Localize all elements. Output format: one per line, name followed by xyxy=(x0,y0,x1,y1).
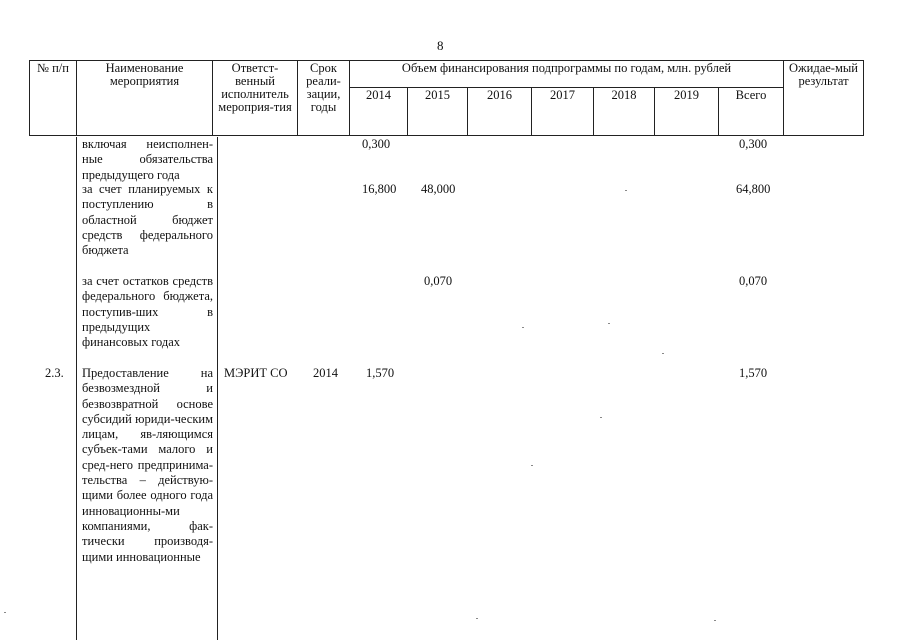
header-term: Срок реали-зации, годы xyxy=(298,61,350,136)
header-funding: Объем финансирования подпрограммы по годам, млн. рублей xyxy=(350,61,784,88)
value-total: 0,070 xyxy=(739,274,768,288)
value-total: 0,300 xyxy=(739,137,768,151)
column-divider xyxy=(76,137,77,640)
value-2014: 0,300 xyxy=(362,137,391,151)
value-total: 1,570 xyxy=(739,366,768,380)
header-no: № п/п xyxy=(30,61,77,136)
header-year-2015: 2015 xyxy=(408,87,468,135)
value-2014: 16,800 xyxy=(362,182,397,196)
row-term: 2014 xyxy=(313,366,338,380)
header-year-2019: 2019 xyxy=(655,87,719,135)
scan-speck xyxy=(600,417,602,418)
row-name: за счет остатков средств федерального бюджета, поступив-ших в предыдущих финансовых годах xyxy=(82,274,213,350)
header-executor: Ответст-венный исполнитель мероприя-тия xyxy=(213,61,298,136)
scan-speck xyxy=(531,465,533,466)
header-year-total: Всего xyxy=(719,87,784,135)
scan-speck xyxy=(4,612,6,613)
header-year-2016: 2016 xyxy=(468,87,532,135)
scan-speck xyxy=(608,323,610,324)
value-total: 64,800 xyxy=(736,182,771,196)
scan-speck xyxy=(522,327,524,328)
header-year-2018: 2018 xyxy=(594,87,655,135)
row-number: 2.3. xyxy=(45,366,64,380)
row-executor: МЭРИТ СО xyxy=(224,366,288,380)
column-divider xyxy=(217,137,218,640)
row-name: за счет планируемых к поступлению в областной бюджет средств федерального бюджета xyxy=(82,182,213,258)
header-year-2017: 2017 xyxy=(532,87,594,135)
value-2014: 1,570 xyxy=(366,366,395,380)
scan-speck xyxy=(662,353,664,354)
row-name: включая неисполнен-ные обязательства предыдущего года xyxy=(82,137,213,182)
page-number: 8 xyxy=(437,38,444,53)
header-name: Наименование мероприятия xyxy=(77,61,213,136)
table-header xyxy=(29,60,864,136)
scan-speck xyxy=(714,620,716,621)
value-2015: 48,000 xyxy=(421,182,456,196)
header-year-2014: 2014 xyxy=(350,87,408,135)
header-result: Ожидае-мый результат xyxy=(784,61,864,136)
scan-speck xyxy=(476,618,478,619)
row-name: Предоставление на безвозмездной и безвозвратной основе субсидий юриди-ческим лицам, яв-ляющимся субъек-тами малого и сред-него предпринима-тельства – действую-щими более одного года инновационны-ми компаниями, фак-тически производя-щими инновационные xyxy=(82,366,213,564)
value-2015: 0,070 xyxy=(424,274,453,288)
scan-speck xyxy=(625,190,627,191)
